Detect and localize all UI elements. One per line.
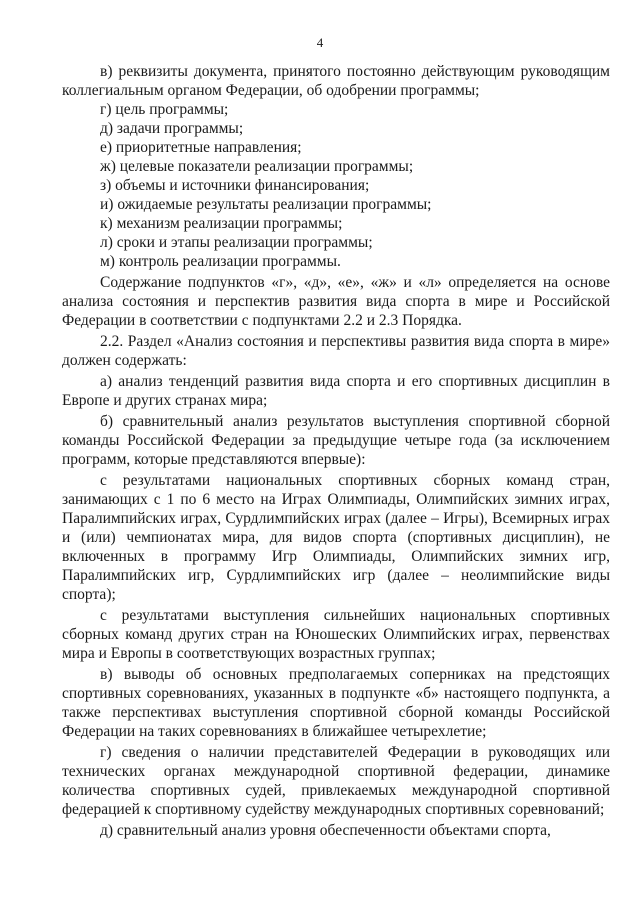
paragraph-item-d-analysis: д) сравнительный анализ уровня обеспеченности объектами спорта,	[100, 822, 551, 839]
paragraph-item-v: в) реквизиты документа, принятого постоянно действующим руководящим коллегиальным органом Федерации, об одобрении программы;	[62, 63, 610, 99]
list-item-d: д) задачи программы;	[100, 120, 244, 137]
list-item-e: е) приоритетные направления;	[100, 139, 302, 156]
document-body	[62, 62, 610, 840]
paragraph-item-a: а) анализ тенденций развития вида спорта и его спортивных дисциплин в Европе и других странах мира;	[62, 373, 610, 409]
paragraph-national-teams: с результатами национальных спортивных сборных команд стран, занимающих с 1 по 6 место на Играх Олимпиады, Олимпийских зимних играх, Паралимпийских играх, Сурдлимпийских играх (далее – Игры), Всемирных играх и (или) чемпионатах мира, для видов спорта (спортивных дисциплин), не включенных в программу Игр Олимпиады, Олимпийских зимних игр, Паралимпийских игр, Сурдлимпийских игр (далее – неолимпийские виды спорта);	[62, 472, 610, 603]
list-item-g: г) цель программы;	[100, 101, 229, 118]
paragraph-content-note: Содержание подпунктов «г», «д», «е», «ж» и «л» определяется на основе анализа состояния и перспектив развития вида спорта в мире и Российской Федерации в соответствии с подпунктами 2.2 и 2.3 Порядка.	[62, 274, 610, 329]
list-item-i: и) ожидаемые результаты реализации программы;	[100, 196, 432, 213]
list-item-k: к) механизм реализации программы;	[100, 215, 343, 232]
list-item-zh: ж) целевые показатели реализации программы;	[100, 158, 414, 175]
paragraph-section-2-2: 2.2. Раздел «Анализ состояния и перспективы развития вида спорта в мире» должен содержать:	[62, 333, 610, 369]
list-item-l: л) сроки и этапы реализации программы;	[100, 234, 373, 251]
paragraph-item-b: б) сравнительный анализ результатов выступления спортивной сборной команды Российской Федерации за предыдущие четыре года (за исключением программ, которые представляются впервые):	[62, 413, 610, 468]
list-item-m: м) контроль реализации программы.	[100, 253, 341, 270]
page-number: 4	[316, 35, 324, 50]
list-item-z: з) объемы и источники финансирования;	[100, 177, 370, 194]
paragraph-item-v-conclusions: в) выводы об основных предполагаемых соперниках на предстоящих спортивных соревнованиях, указанных в подпункте «б» настоящего подпункта, а также перспективах выступления спортивной сборной команды Российской Федерации на таких соревнованиях в ближайшее четырехлетие;	[62, 666, 610, 740]
paragraph-youth-results: с результатами выступления сильнейших национальных спортивных сборных команд других стран на Юношеских Олимпийских играх, первенствах мира и Европы в соответствующих возрастных группах;	[62, 607, 610, 662]
paragraph-item-g-info: г) сведения о наличии представителей Федерации в руководящих или технических органах международной спортивной федерации, динамике количества спортивных судей, привлекаемых международной спортивной федерацией к спортивному судейству международных спортивных соревнований;	[62, 744, 610, 818]
